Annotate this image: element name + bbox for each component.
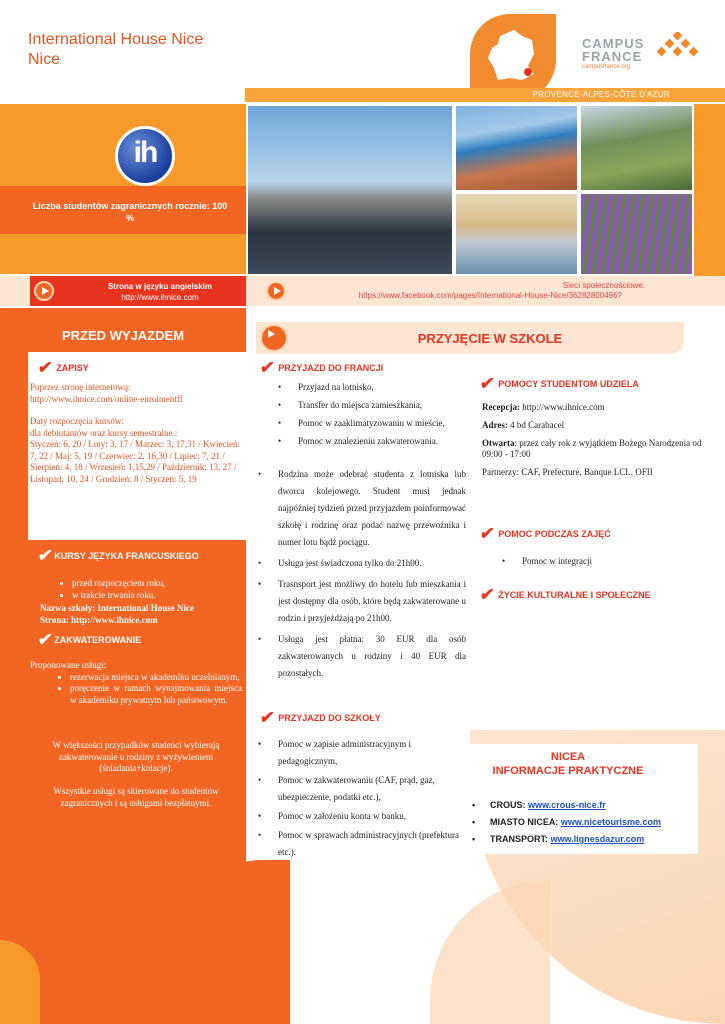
nice-title-line-1: NICEA	[550, 751, 586, 763]
help-title: POMOCY STUDENTOM UDZIELA	[498, 379, 639, 389]
students-count: Liczba studentów zagranicznych rocznie: 100 %	[32, 201, 228, 223]
nice-list	[470, 800, 700, 851]
classes-title: POMOC PODCZAS ZAJĘĆ	[498, 529, 611, 539]
right-edge-panel	[694, 104, 725, 276]
play-icon[interactable]	[266, 281, 286, 301]
hours-value: : przez cały rok z wyjątkiem Bożego Narodzenia od 09:00 - 17:00	[482, 438, 702, 459]
list-item: • Pomoc w założeniu konta w banku,	[256, 808, 466, 825]
pf-heading	[260, 358, 383, 378]
pf-title: PRZYJAZD DO FRANCJI	[278, 363, 384, 373]
check-icon: ✔	[36, 630, 54, 649]
social-link[interactable]: https://www.facebook.com/pages/International-House-Nice/36282800496?	[358, 291, 622, 300]
zak-paragraph: W większości przypadków studenci wybierają zakwaterowanie u rodziny z wyżywieniem (śniadania+kolacje).	[52, 740, 220, 773]
ps-list	[256, 736, 466, 863]
course-dates-sub: dla debiutantów oraz kursy semestralne :	[30, 427, 178, 438]
zak-body	[30, 660, 242, 706]
photo-coast	[454, 104, 579, 192]
list-item: • Transfer do miejsca zamieszkania,	[276, 400, 476, 411]
list-item: • Pomoc w znalezieniu zakwaterowania.	[276, 436, 476, 447]
nice-item-crous	[470, 800, 700, 810]
list-item: • w trakcie trwania roku.	[72, 590, 238, 602]
zapisy-heading	[38, 358, 89, 378]
photo-lavender	[579, 192, 694, 276]
city-link[interactable]: www.nicetourisme.com	[560, 817, 662, 827]
check-icon: ✔	[478, 374, 496, 393]
kursy-school	[40, 603, 240, 626]
photo-building	[246, 104, 454, 276]
school-name: Nazwa szkoły: International House Nice	[40, 603, 194, 613]
play-icon[interactable]	[34, 281, 54, 301]
enrolment-link[interactable]: http://www.ihnice.com/online-enrolmentff	[30, 393, 183, 404]
help-body	[482, 402, 702, 485]
campus-diamond-icon	[656, 32, 700, 62]
check-icon: ✔	[36, 358, 54, 377]
list-item: • Przyjazd na lotnisko,	[276, 382, 476, 393]
kursy-title: KURSY JĘZYKA FRANCUSKIEGO	[54, 551, 199, 561]
list-item: • Trasnsport jest możliwy do hotelu lub mieszkania i jest dostępny dla osób, które będą zakwaterowane u rodzin i przyjeżdżają po 21h00.	[256, 576, 466, 627]
campus-logo-line-2: FRANCE	[582, 49, 643, 64]
nice-item-transport	[470, 834, 700, 844]
nice-item-label: MIASTO NICEA:	[490, 817, 559, 827]
classes-heading	[480, 524, 611, 544]
course-dates: Styczeń: 6, 20 / Luty: 3, 17 / Marzec: 3, 17,31 / Kwiecień: 7, 22 / Maj: 5, 19 / Czerwiec: 2, 16,30 / Lipiec: 7, 21 / Sierpień: 4, 18 / Wrzesień: 1,15,29 / Październik: 13, 27 / Listopad: 10, 24 / Grudzień: 8 / Styczeń: 5, 19	[30, 439, 240, 484]
check-icon: ✔	[36, 546, 54, 565]
kursy-heading	[38, 546, 199, 566]
ps-title: PRZYJAZD DO SZKOŁY	[278, 713, 381, 723]
arrival-title: PRZYJĘCIE W SZKOLE	[417, 331, 563, 346]
play-icon	[260, 324, 288, 352]
campus-france-logo	[582, 36, 702, 76]
reception-link[interactable]: http://www.ihnice.com	[522, 402, 605, 412]
nice-title-line-2: INFORMACJE PRAKTYCZNE	[492, 765, 644, 777]
page-title	[28, 30, 288, 70]
zak-heading	[38, 630, 141, 650]
list-item: • Pomoc w integracji	[500, 556, 700, 568]
school-logo-text: ih	[133, 136, 157, 169]
campus-logo-line-1: CAMPUS	[582, 36, 645, 51]
list-item: • Rodzina może odebrać studenta z lotniska lub dworca kolejowego. Student musi jednak najpóźniej tydzień przed przyjazdem poinformować szkołę i rodzinę oraz podać nazwę przewoźnika i numer lotu bądź pociągu.	[256, 466, 466, 551]
address-value: 4 bd Carabacel	[510, 420, 565, 430]
life-title: ŻYCIE KULTURALNE I SPOŁECZNE	[498, 590, 651, 600]
check-icon: ✔	[258, 708, 276, 727]
zapisy-title: ZAPISY	[56, 363, 89, 373]
reception-label: Recepcja:	[482, 402, 520, 412]
check-icon: ✔	[478, 585, 496, 604]
website-link[interactable]: http://www.ihnice.com	[121, 293, 199, 302]
help-heading	[480, 374, 639, 394]
zak-intro: Proponowane usługi:	[30, 660, 107, 670]
classes-list	[500, 556, 700, 574]
list-item: • Pomoc w zaaklimatyzowaniu w mieście,	[276, 418, 476, 429]
zak-title: ZAKWATEROWANIE	[54, 635, 142, 645]
region-name: PROVENCE-ALPES-CÔTE D'AZUR	[532, 90, 670, 99]
life-heading	[480, 585, 651, 605]
check-icon: ✔	[258, 358, 276, 377]
list-item: • Usługa jest płatna: 30 EUR dla osób zakwaterowanych u rodziny i 40 EUR dla pozostałych.	[256, 631, 466, 682]
list-item: • poręczenie w ramach wynajmowania miejsca w akademiku prywatnym lub państwowym.	[70, 683, 242, 706]
nice-item-label: TRANSPORT:	[490, 834, 548, 844]
nice-item-label: CROUS:	[490, 800, 526, 810]
transport-link[interactable]: www.lignesdazur.com	[550, 834, 645, 844]
title-line-1: International House Nice	[28, 31, 204, 48]
list-item: • Pomoc w sprawach administracyjnych (prefektura etc.).	[256, 827, 466, 861]
campus-logo-url: campusfrance.org	[582, 64, 631, 70]
zak-paragraph: Wszystkie usługi są skierowane do studentów zagranicznych i są usługami bezpłatnymi.	[53, 786, 219, 808]
left-curve-shape	[200, 860, 290, 1024]
course-dates-label: Daty rozpoczęcia kursów:	[30, 416, 124, 426]
nice-title	[468, 750, 668, 778]
crous-link[interactable]: www.crous-nice.fr	[528, 800, 606, 810]
check-icon: ✔	[478, 524, 496, 543]
pf-details-list	[256, 466, 466, 686]
photo-mountains	[579, 104, 694, 192]
zapisy-body	[30, 382, 240, 485]
list-item: • Pomoc w zapisie administracyjnym i pedagogicznym,	[256, 736, 466, 770]
photo-harbour	[454, 192, 579, 276]
address-label: Adres:	[482, 420, 508, 430]
list-item: • rezerwacja miejsca w akademiku uczelnianym,	[70, 672, 242, 684]
list-item: • przed rozpoczęciem roku,	[72, 578, 238, 590]
before-title: PRZED WYJAZDEM	[61, 328, 185, 343]
title-line-2: Nice	[28, 51, 61, 68]
partners: Partnerzy: CAF, Prefecture, Banque LCL, OFII	[482, 467, 653, 477]
list-item: • Usługa jest świadczona tylko do 21h00.	[256, 555, 466, 572]
ps-heading	[260, 708, 381, 728]
social-label: Sieci społecznościowe:	[562, 281, 645, 290]
zapisy-text: Poprzez stronę internetową:	[30, 382, 131, 392]
website-label: Strona w języku angielskim	[107, 282, 213, 291]
kursy-list	[38, 578, 238, 601]
school-site[interactable]: Strona: http://www.ihnice.com	[40, 614, 158, 625]
nice-item-city	[470, 817, 700, 827]
pf-list	[276, 382, 476, 454]
list-item: • Pomoc w zakwaterowaniu (CAF, prąd, gaz, ubezpieczenie, podatki etc.),	[256, 772, 466, 806]
hours-label: Otwarta	[482, 438, 515, 448]
